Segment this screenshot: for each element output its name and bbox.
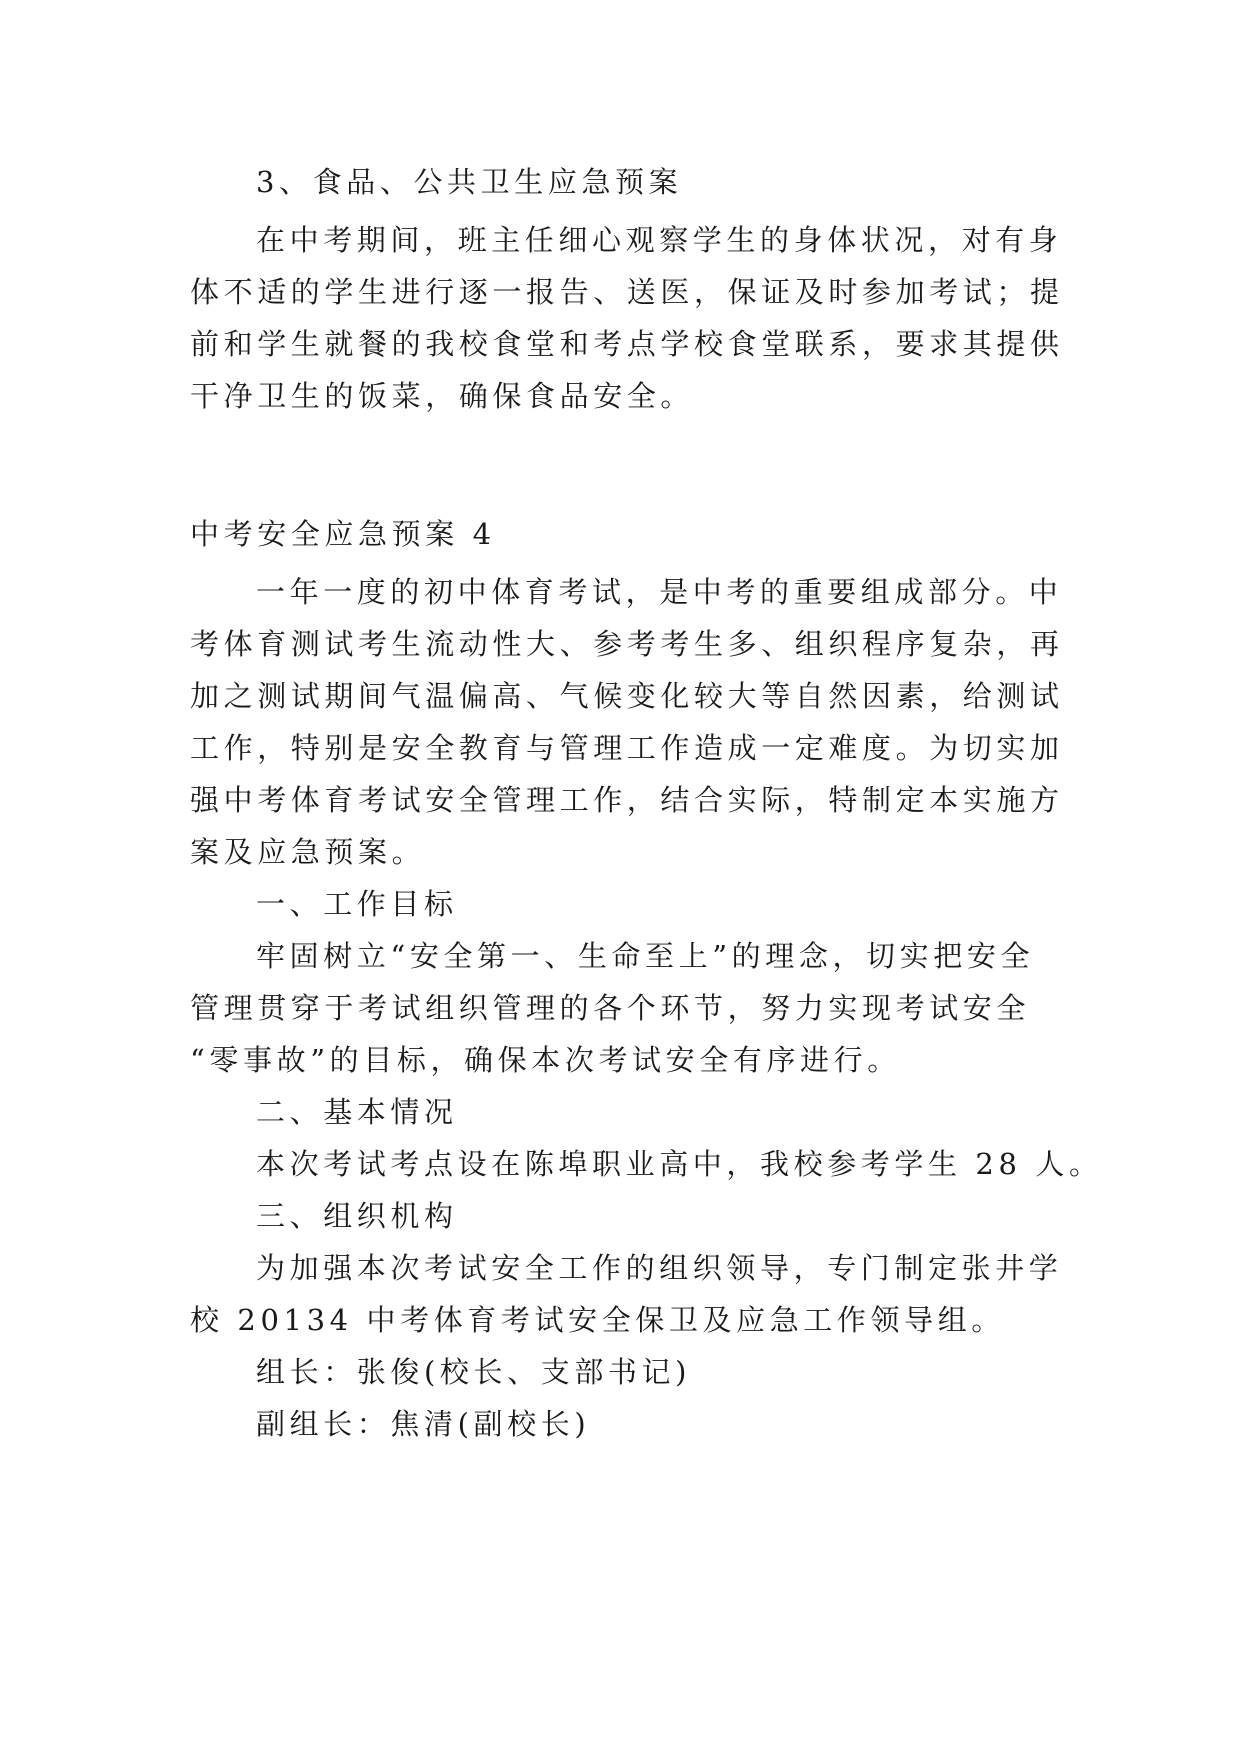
section-heading-basic-info: 二、基本情况 xyxy=(256,1095,458,1129)
paragraph-line: 为加强本次考试安全工作的组织领导，专门制定张井学 xyxy=(256,1251,1063,1285)
paragraph-line: “零事故”的目标，确保本次考试安全有序进行。 xyxy=(190,1043,901,1077)
paragraph-line: 案及应急预案。 xyxy=(190,835,426,869)
section-heading-food-safety: 3、食品、公共卫生应急预案 xyxy=(256,165,683,199)
paragraph-line: 牢固树立“安全第一、生命至上”的理念，切实把安全 xyxy=(256,939,1035,973)
paragraph-line: 一年一度的初中体育考试，是中考的重要组成部分。中 xyxy=(256,575,1063,609)
document-title: 中考安全应急预案 4 xyxy=(190,517,496,551)
paragraph-line: 前和学生就餐的我校食堂和考点学校食堂联系，要求其提供 xyxy=(190,327,1064,361)
paragraph-line: 校 20134 中考体育考试安全保卫及应急工作领导组。 xyxy=(190,1303,1005,1337)
paragraph-line: 体不适的学生进行逐一报告、送医，保证及时参加考试；提 xyxy=(190,275,1064,309)
paragraph-line: 管理贯穿于考试组织管理的各个环节，努力实现考试安全 xyxy=(190,991,1031,1025)
paragraph-line: 干净卫生的饭菜，确保食品安全。 xyxy=(190,379,695,413)
paragraph-line: 本次考试考点设在陈埠职业高中，我校参考学生 28 人。 xyxy=(256,1147,1103,1181)
deputy-leader-line: 副组长：焦清(副校长) xyxy=(256,1407,591,1441)
paragraph-line: 工作，特别是安全教育与管理工作造成一定难度。为切实加 xyxy=(190,731,1064,765)
paragraph-line: 加之测试期间气温偏高、气候变化较大等自然因素，给测试 xyxy=(190,679,1064,713)
section-heading-organization: 三、组织机构 xyxy=(256,1199,458,1233)
group-leader-line: 组长：张俊(校长、支部书记) xyxy=(256,1355,692,1389)
paragraph-line: 考体育测试考生流动性大、参考考生多、组织程序复杂，再 xyxy=(190,627,1064,661)
section-heading-goal: 一、工作目标 xyxy=(256,887,458,921)
paragraph-line: 在中考期间，班主任细心观察学生的身体状况，对有身 xyxy=(256,223,1063,257)
paragraph-line: 强中考体育考试安全管理工作，结合实际，特制定本实施方 xyxy=(190,783,1064,817)
